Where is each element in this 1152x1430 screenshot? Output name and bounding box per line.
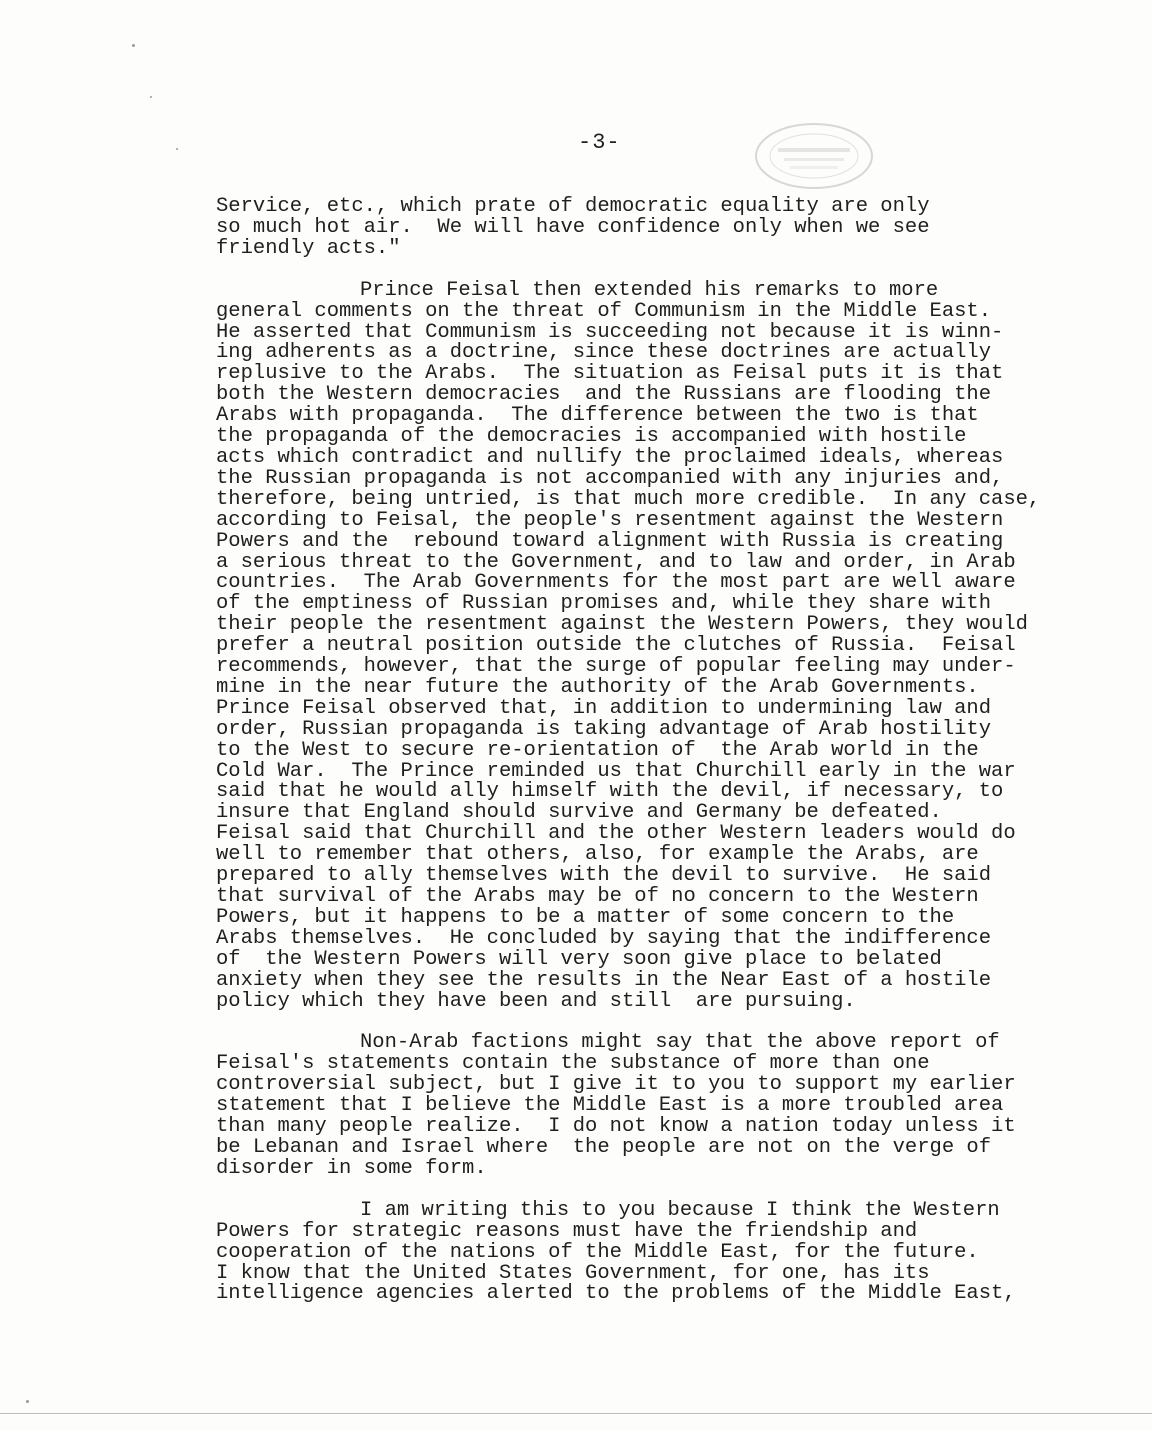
archive-stamp [750,118,878,194]
text-line: their people the resentment against the Western Powers, they would [216,613,1028,637]
scan-speck [176,148,178,150]
text-line: replusive to the Arabs. The situation as Feisal puts it is that [216,362,1004,386]
text-line: Feisal said that Churchill and the other Western leaders would do [216,822,1016,846]
text-line: mine in the near future the authority of the Arab Governments. [216,675,979,699]
text-line: Prince Feisal observed that, in addition to undermining law and [216,696,992,720]
text-line: He asserted that Communism is succeeding not because it is winn- [216,320,1004,344]
text-line: Arabs themselves. He concluded by saying that the indifference [216,926,992,950]
paragraph-4 [216,1198,1096,1306]
text-line: of the emptiness of Russian promises and, while they share with [216,592,992,616]
text-line: countries. The Arab Governments for the most part are well aware [216,571,1016,595]
text-line: well to remember that others, also, for example the Arabs, are [216,843,979,867]
scan-speck [150,96,152,98]
text-line: Feisal's statements contain the substance of more than one [216,1052,930,1076]
text-line: the Russian propaganda is not accompanied with any injuries and, [216,466,1004,490]
text-line: recommends, however, that the surge of popular feeling may under- [216,655,1016,679]
text-line: disorder in some form. [216,1156,487,1180]
text-line: Powers for strategic reasons must have the friendship and [216,1219,918,1243]
scan-speck [132,44,135,47]
paragraph-1 [216,197,1096,260]
text-line: a serious threat to the Government, and to law and order, in Arab [216,550,1016,574]
text-line: general comments on the threat of Communism in the Middle East. [216,299,992,323]
text-line: cooperation of the nations of the Middle East, for the future. [216,1240,979,1264]
text-line: Arabs with propaganda. The difference between the two is that [216,404,979,428]
text-line: prefer a neutral position outside the clutches of Russia. Feisal [216,634,1016,658]
text-line: Prince Feisal then extended his remarks to more [360,278,939,302]
text-line: Non-Arab factions might say that the above report of [360,1031,1000,1055]
text-line: I am writing this to you because I think the Western [360,1198,1000,1222]
text-line: ing adherents as a doctrine, since these doctrines are actually [216,341,992,365]
text-line: both the Western democracies and the Russians are flooding the [216,383,992,407]
text-line: that survival of the Arabs may be of no concern to the Western [216,885,979,908]
text-line: therefore, being untried, is that much more credible. In any case, [216,487,1041,511]
text-line: policy which they have been and still are pursuing. [216,989,856,1013]
scan-edge-line [0,1413,1152,1414]
text-line: controversial subject, but I give it to you to support my earlier [216,1073,1016,1097]
text-line: of the Western Powers will very soon give place to belated [216,947,942,971]
text-line: than many people realize. I do not know a nation today unless it [216,1115,1016,1139]
text-line: the propaganda of the democracies is accompanied with hostile [216,425,967,449]
text-line: said that he would ally himself with the devil, if necessary, to [216,780,1004,804]
text-line: Powers, but it happens to be a matter of some concern to the [216,905,955,929]
text-line: anxiety when they see the results in the Near East of a hostile [216,968,992,992]
text-line: so much hot air. We will have confidence only when we see [216,215,930,239]
text-line: be Lebanan and Israel where the people are not on the verge of [216,1135,992,1159]
text-line: order, Russian propaganda is taking advantage of Arab hostility [216,717,992,741]
text-line: I know that the United States Government, for one, has its [216,1261,930,1285]
text-line: acts which contradict and nullify the proclaimed ideals, whereas [216,445,1004,469]
paragraph-3 [216,1033,1096,1179]
letter-body [216,197,1096,1305]
archive-stamp-graphic [750,118,878,194]
text-line: friendly acts." [216,236,401,260]
text-line: insure that England should survive and Germany be defeated. [216,801,942,825]
text-line: prepared to ally themselves with the devil to survive. He said [216,864,992,888]
text-line: statement that I believe the Middle East is a more troubled area [216,1094,1004,1118]
text-line: Service, etc., which prate of democratic equality are only [216,195,930,218]
text-line: Powers and the rebound toward alignment with Russia is creating [216,529,1004,553]
scan-speck [26,1400,29,1403]
text-line: Cold War. The Prince reminded us that Churchill early in the war [216,759,1016,783]
text-line: intelligence agencies alerted to the problems of the Middle East, [216,1282,1016,1306]
page-number: -3- [578,130,621,155]
text-line: to the West to secure re-orientation of the Arab world in the [216,738,979,762]
text-line: according to Feisal, the people's resentment against the Western [216,508,1004,532]
paragraph-2 [216,278,1096,1013]
